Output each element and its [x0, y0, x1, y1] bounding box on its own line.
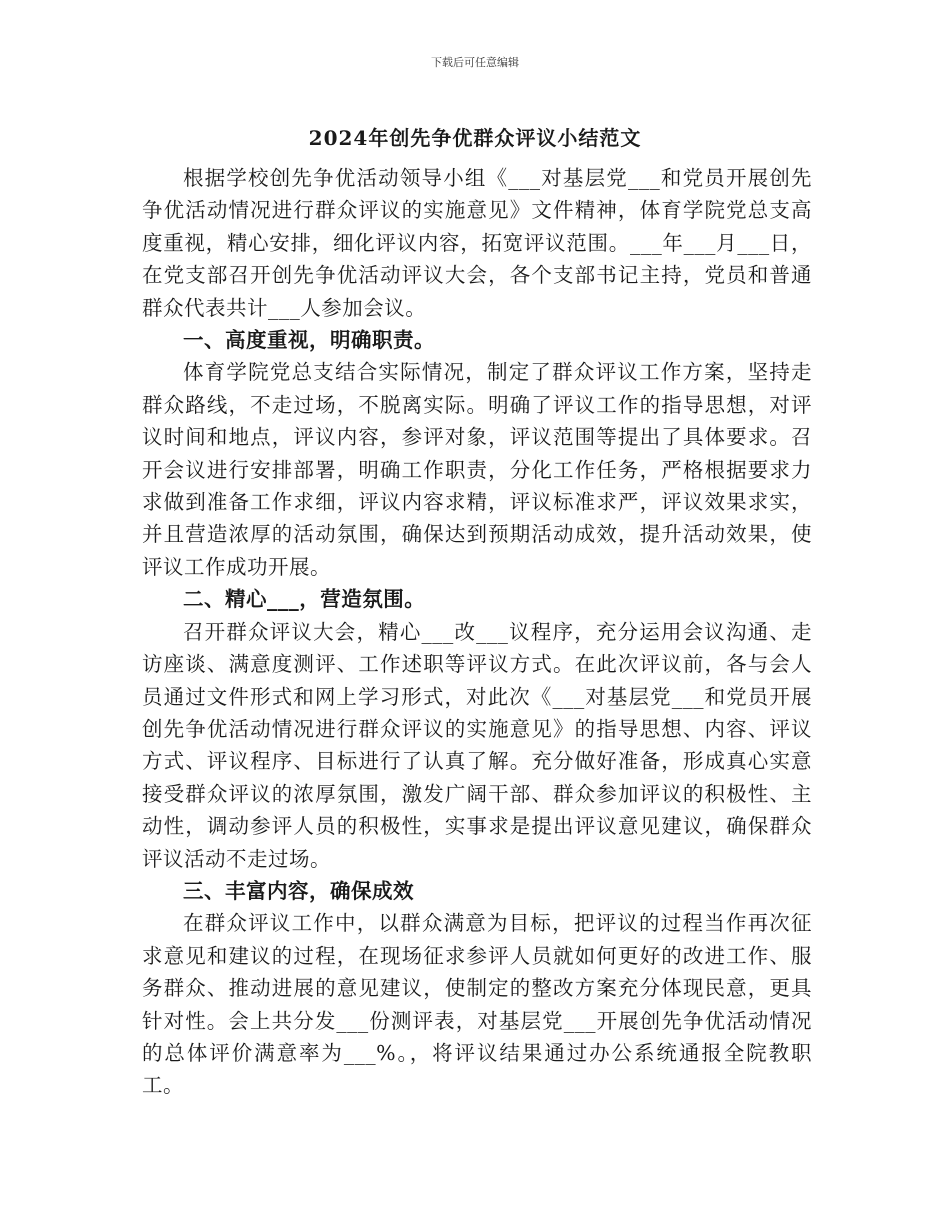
page-header-note: 下载后可任意编辑 — [431, 56, 519, 69]
section-heading-3: 三、丰富内容，确保成效 — [183, 878, 414, 903]
section-2-paragraph: 召开群众评议大会，精心___改___议程序，充分运用会议沟通、走访座谈、满意度测评、工作述职等评议方式。在此次评议前，各与会人员通过文件形式和网上学习形式，对此次《___对基层党___和党员开展创先争优活动情况进行群众评议的实施意见》的指导思想、内容、评议方式、评议程序、目标进行了认真了解。充分做好准备，形成真心实意接受群众评议的浓厚氛围，激发广阔干部、群众参加评议的积极性、主动性，调动参评人员的积极性，实事求是提出评议意见建议，确保群众评议活动不走过场。 — [142, 619, 812, 871]
document-title: 2024年创先争优群众评议小结范文 — [308, 126, 642, 150]
section-1-paragraph: 体育学院党总支结合实际情况，制定了群众评议工作方案，坚持走群众路线，不走过场，不脱离实际。明确了评议工作的指导思想，对评议时间和地点，评议内容，参评对象，评议范围等提出了具体要求。召开会议进行安排部署，明确工作职责，分化工作任务，严格根据要求力求做到准备工作求细，评议内容求精，评议标准求严，评议效果求实，并且营造浓厚的活动氛围，确保达到预期活动成效，提升活动效果，使评议工作成功开展。 — [142, 360, 812, 579]
intro-paragraph: 根据学校创先争优活动领导小组《___对基层党___和党员开展创先争优活动情况进行群众评议的实施意见》文件精神，体育学院党总支高度重视，精心安排，细化评议内容，拓宽评议范围。___年___月___日，在党支部召开创先争优活动评议大会，各个支部书记主持，党员和普通群众代表共计___人参加会议。 — [142, 166, 812, 320]
document-body — [142, 162, 812, 1102]
section-3-paragraph: 在群众评议工作中，以群众满意为目标，把评议的过程当作再次征求意见和建议的过程，在现场征求参评人员就如何更好的改进工作、服务群众、推动进展的意见建议，使制定的整改方案充分体现民意，更具针对性。会上共分发___份测评表，对基层党___开展创先争优活动情况的总体评价满意率为___%。，将评议结果通过办公系统通报全院教职工。 — [142, 911, 812, 1098]
section-heading-1: 一、高度重视，明确职责。 — [183, 328, 435, 353]
section-heading-2: 二、精心___，营造氛围。 — [183, 587, 426, 612]
